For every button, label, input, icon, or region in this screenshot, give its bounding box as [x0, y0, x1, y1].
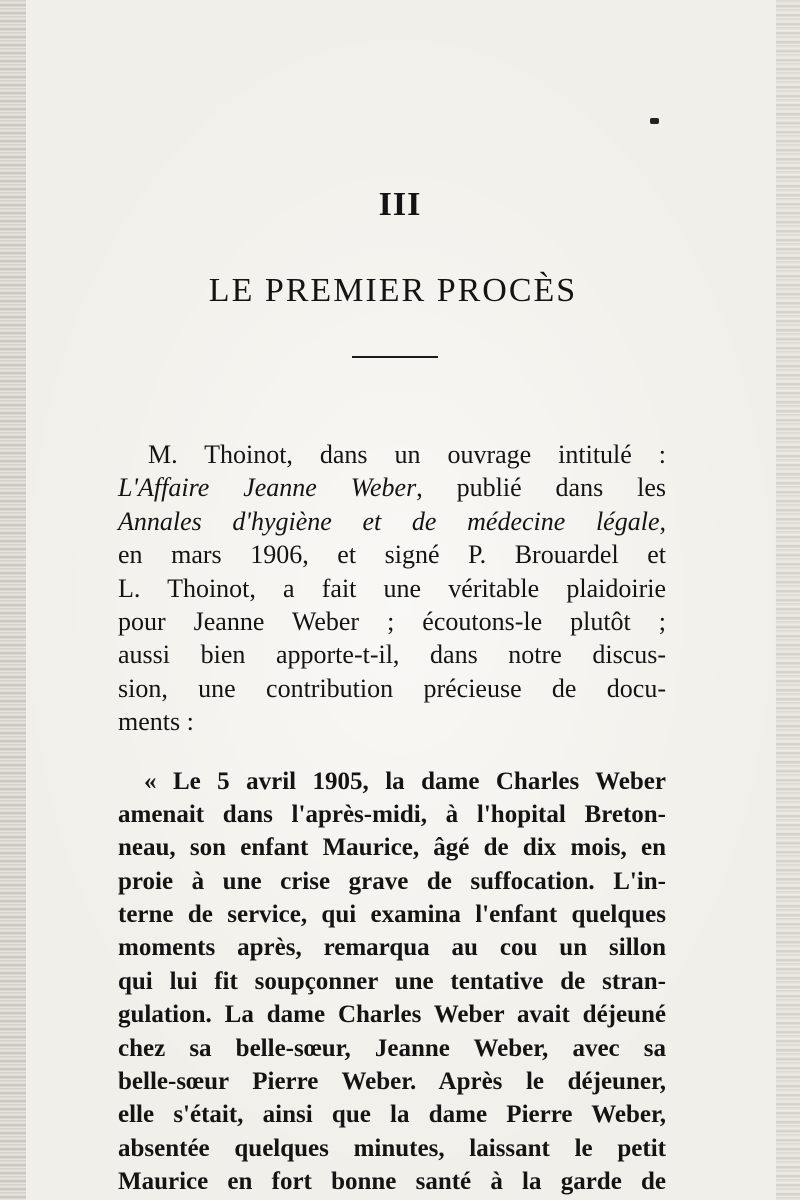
page-edge-shadow-left: [0, 0, 26, 1200]
text-line: pour Jeanne Weber ; écoutons-le plutôt ;: [118, 606, 666, 636]
journal-title-italic: Annales d'hygiène et de médecine légale,: [118, 506, 666, 536]
text-line: Maurice en fort bonne santé à la garde de: [118, 1168, 666, 1196]
page-edge-shadow-right: [776, 0, 800, 1200]
chapter-title: LE PREMIER PROCÈS: [208, 272, 578, 309]
text-line: aussi bien apporte-t-il, dans notre discus-: [118, 640, 666, 670]
paragraph-intro: [118, 438, 666, 739]
text-line: en mars 1906, et signé P. Brouardel et: [118, 540, 666, 570]
text-fragment: , publié dans les: [416, 473, 666, 503]
text-line: sion, une contribution précieuse de docu-: [118, 673, 666, 703]
text-line: « Le 5 avril 1905, la dame Charles Weber: [144, 767, 666, 795]
text-line: L. Thoinot, a fait une véritable plaidoirie: [118, 573, 666, 603]
body-text: [118, 438, 666, 1199]
text-line: terne de service, qui examina l'enfant quelques: [118, 901, 666, 929]
text-line: elle s'était, ainsi que la dame Pierre Weber,: [118, 1101, 666, 1129]
text-line: [118, 471, 666, 504]
text-line: moments après, remarqua au cou un sillon: [118, 934, 666, 962]
text-line: M. Thoinot, dans un ouvrage intitulé :: [148, 440, 666, 469]
ink-speck: [650, 118, 659, 124]
paragraph-quotation: [118, 765, 666, 1199]
text-line: ments :: [118, 707, 194, 737]
chapter-number: III: [378, 186, 422, 223]
text-line: qui lui fit soupçonner une tentative de stran-: [118, 967, 666, 995]
text-line: proie à une crise grave de suffocation. L'in-: [118, 867, 666, 895]
text-line: gulation. La dame Charles Weber avait déjeuné: [118, 1001, 666, 1029]
text-line: absentée quelques minutes, laissant le petit: [118, 1134, 666, 1162]
text-line: neau, son enfant Maurice, âgé de dix mois, en: [118, 834, 666, 862]
work-title-italic: L'Affaire Jeanne Weber: [118, 473, 417, 503]
text-line: amenait dans l'après-midi, à l'hopital Breton-: [118, 800, 666, 828]
title-divider: [352, 356, 438, 358]
text-line: chez sa belle-sœur, Jeanne Weber, avec sa: [118, 1034, 666, 1062]
text-line: belle-sœur Pierre Weber. Après le déjeuner,: [118, 1068, 666, 1096]
